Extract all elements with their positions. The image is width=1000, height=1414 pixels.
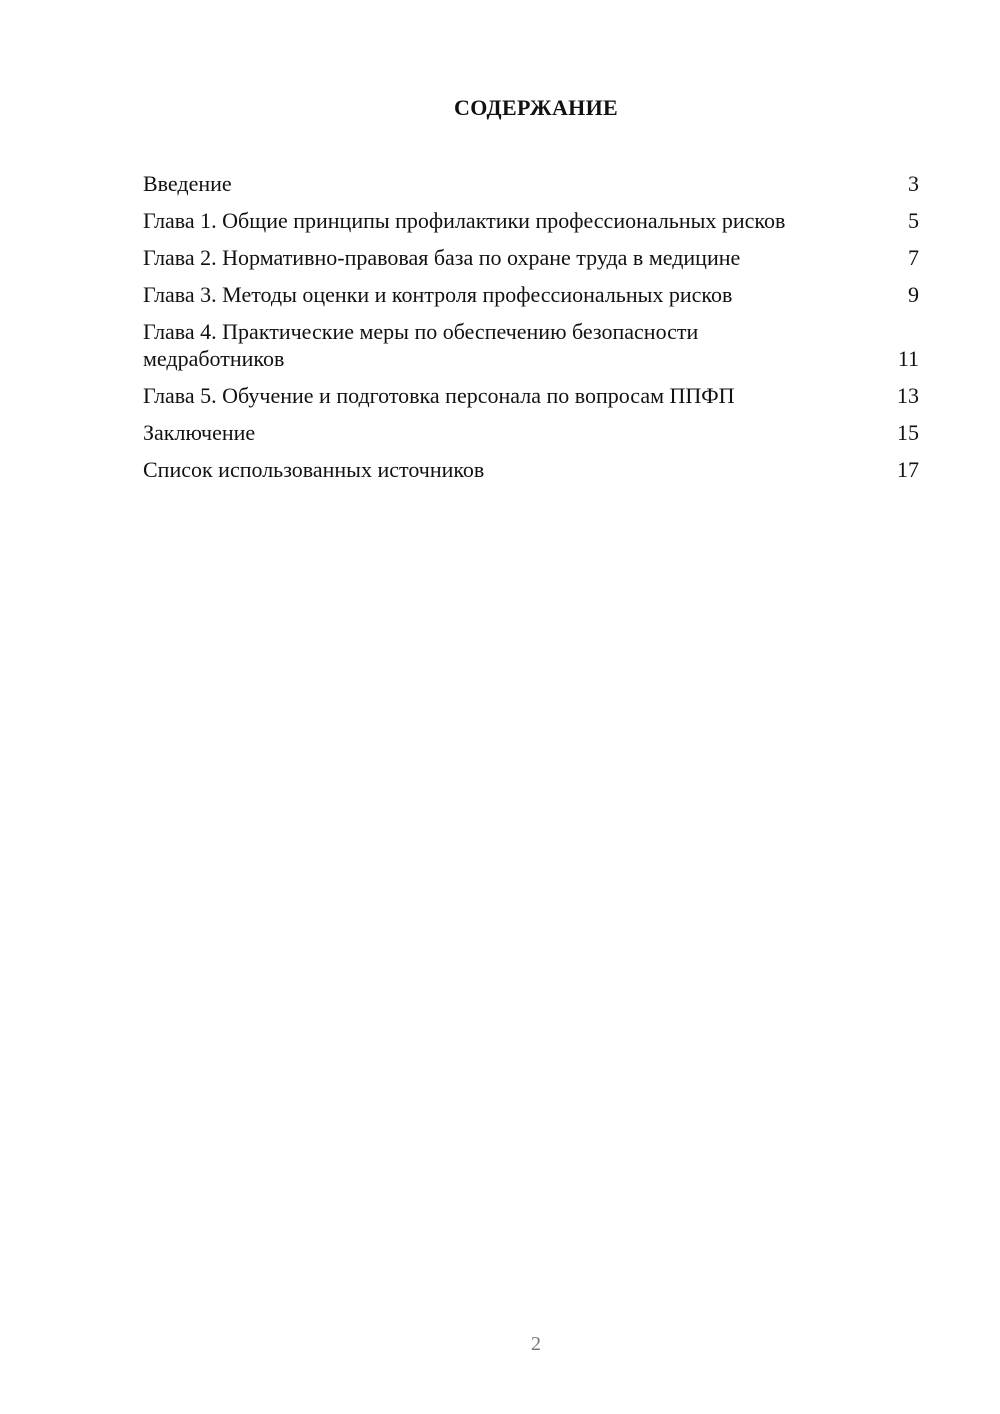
toc-entry-title: Список использованных источников [143, 457, 485, 482]
page-number: 2 [531, 1333, 541, 1355]
toc-entry-page: 7 [908, 245, 919, 270]
toc-entry-page: 9 [908, 282, 919, 307]
toc-entry-introduction [143, 170, 919, 197]
toc-entry-title: Глава 2. Нормативно-правовая база по охране труда в медицине [143, 245, 741, 270]
toc-entry-chapter-3 [143, 281, 919, 308]
toc-entry-page: 11 [897, 346, 919, 371]
toc-entry-title: Глава 5. Обучение и подготовка персонала по вопросам ППФП [143, 383, 735, 408]
toc-entry-title: Глава 1. Общие принципы профилактики профессиональных рисков [143, 208, 786, 233]
toc-entry-chapter-4 [143, 318, 919, 372]
table-of-contents [143, 170, 919, 493]
toc-entry-page: 13 [897, 383, 919, 408]
toc-entry-title: Глава 3. Методы оценки и контроля профессиональных рисков [143, 282, 733, 307]
toc-entry-title: Глава 4. Практические меры по обеспечению безопасности медработников [143, 319, 699, 371]
toc-entry-page: 17 [897, 457, 919, 482]
toc-entry-conclusion [143, 419, 919, 446]
toc-entry-chapter-1 [143, 207, 919, 234]
toc-entry-chapter-2 [143, 244, 919, 271]
toc-entry-title: Введение [143, 171, 232, 196]
toc-entry-title: Заключение [143, 420, 256, 445]
toc-entry-references [143, 456, 919, 483]
page-title: СОДЕРЖАНИЕ [454, 95, 618, 120]
toc-entry-page: 3 [908, 171, 919, 196]
toc-entry-chapter-5 [143, 382, 919, 409]
toc-entry-page: 15 [897, 420, 919, 445]
toc-entry-page: 5 [908, 208, 919, 233]
